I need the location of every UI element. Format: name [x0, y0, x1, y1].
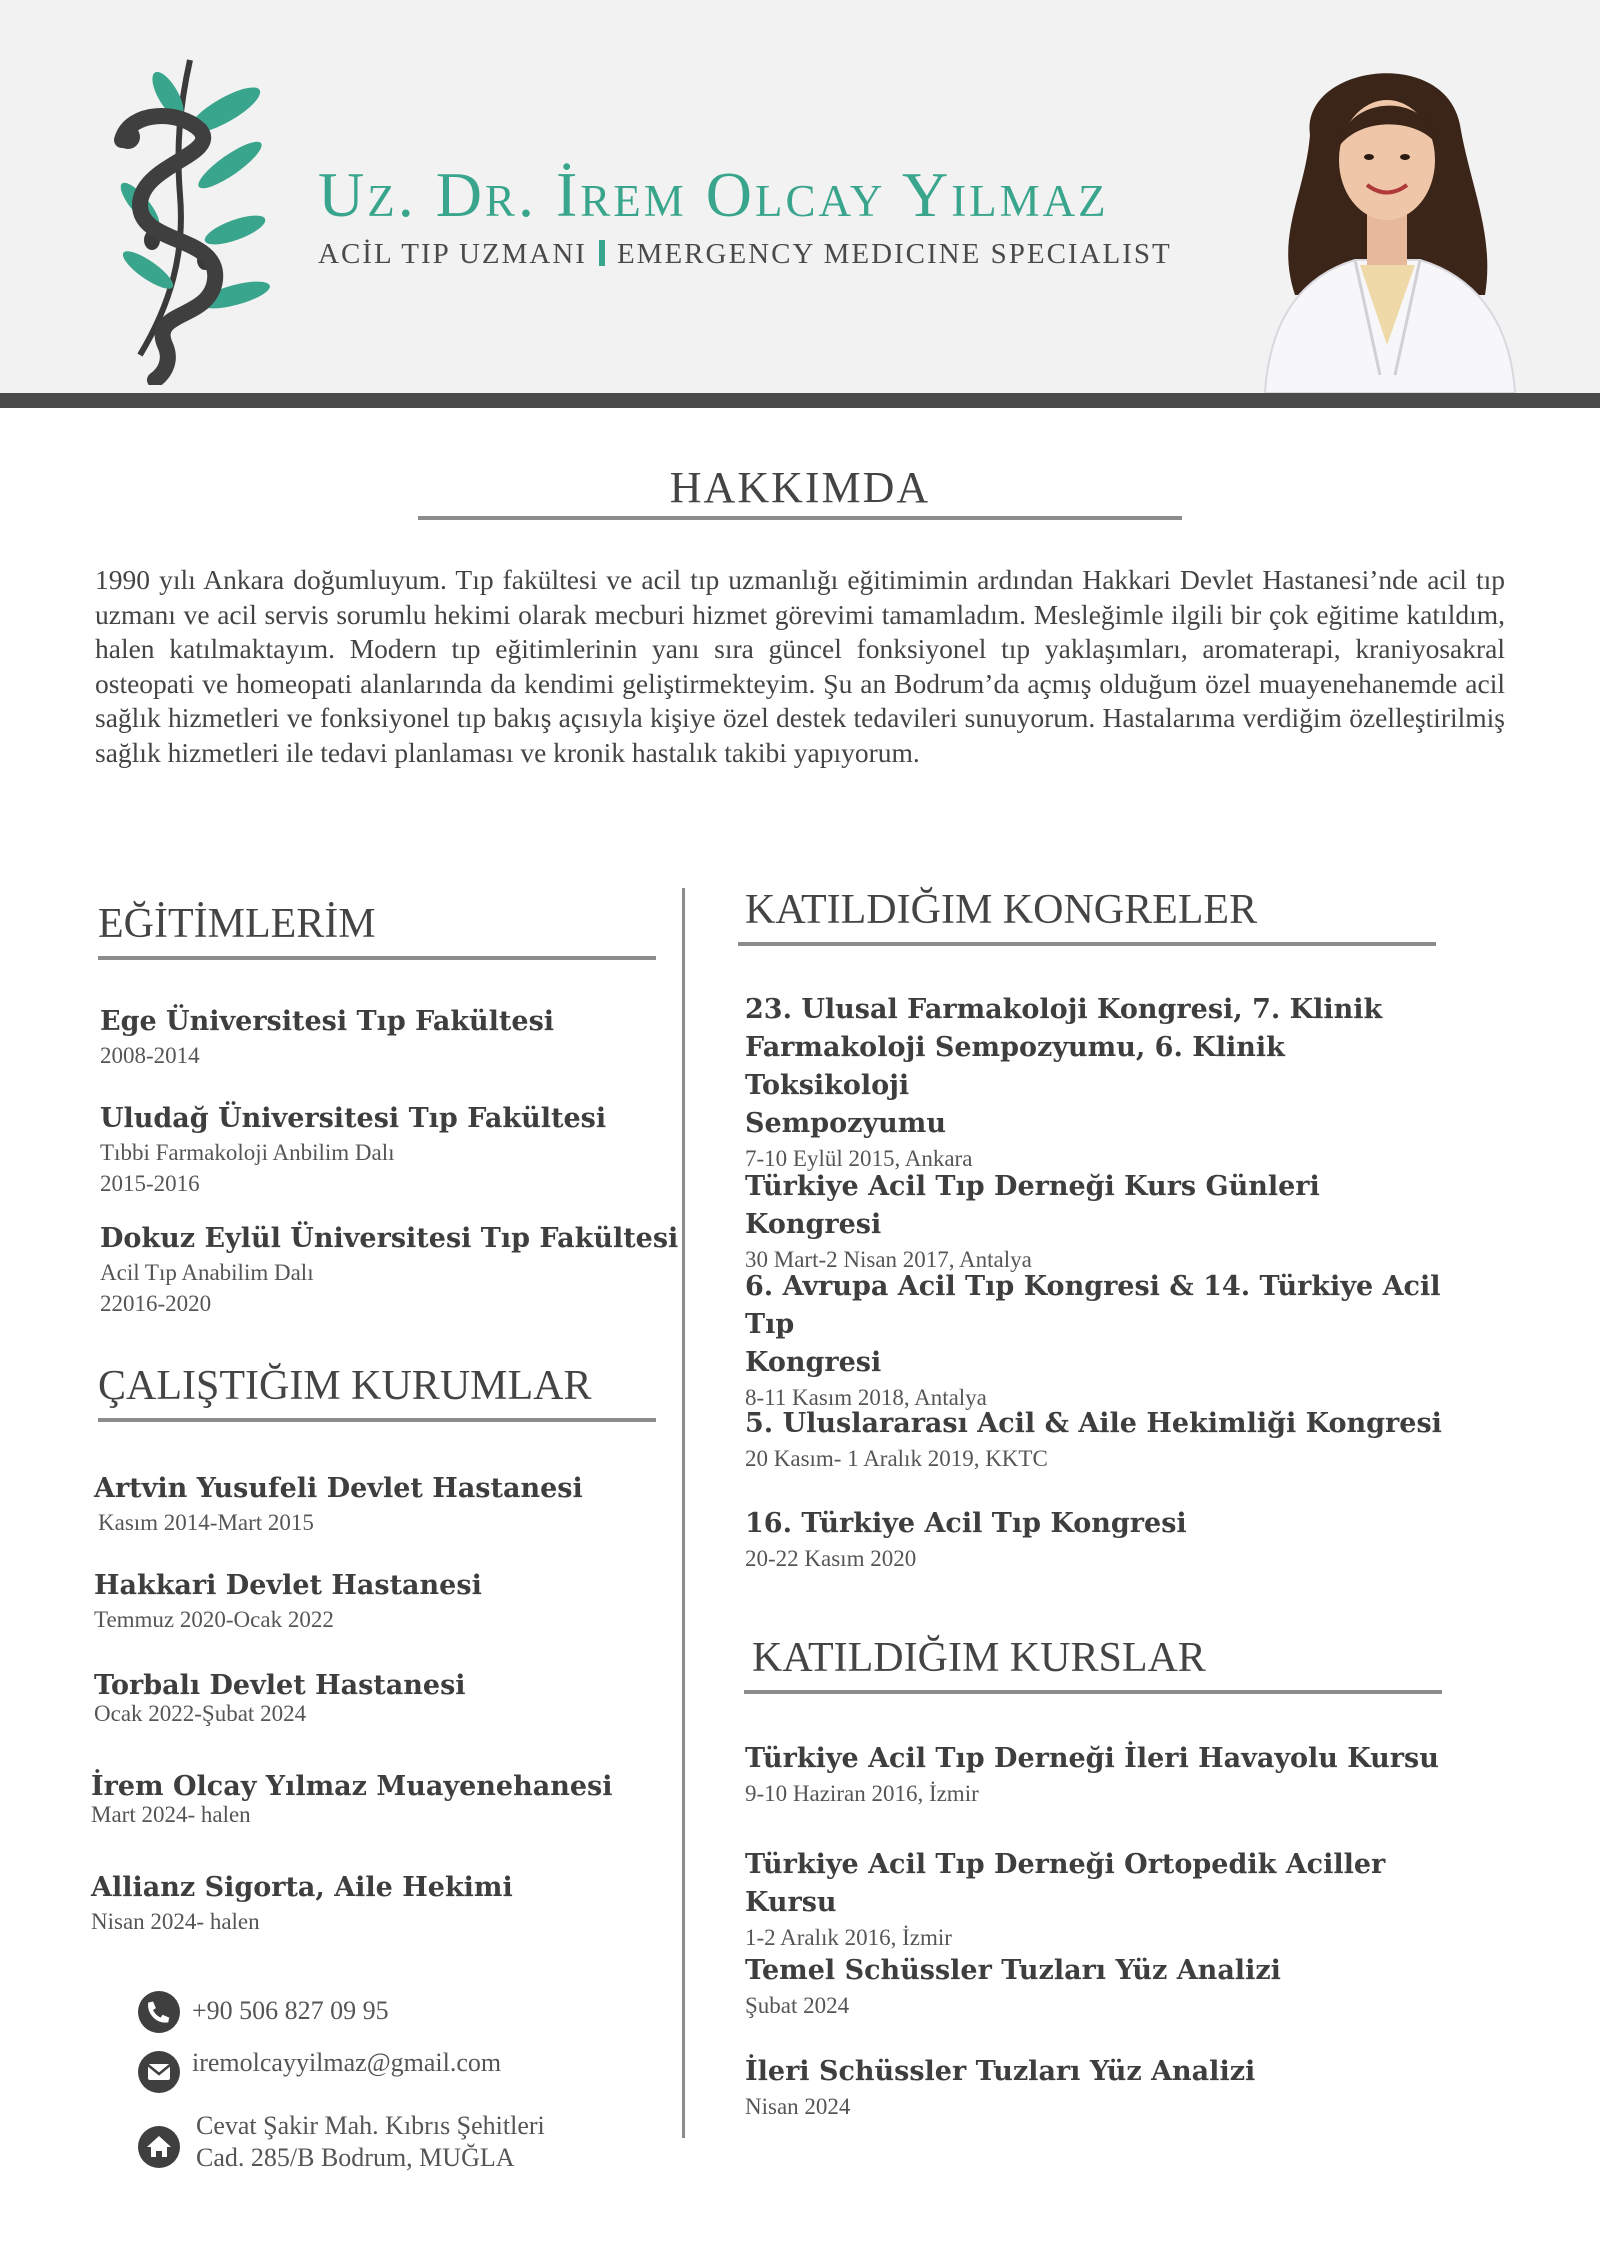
work-item-title: İrem Olcay Yılmaz Muayenehanesi: [91, 1771, 613, 1802]
course-item-title: Temel Schüssler Tuzları Yüz Analizi: [745, 1955, 1281, 1986]
phone-number: +90 506 827 09 95: [192, 1996, 389, 2025]
doctor-name: Uz. Dr. İrem Olcay Yılmaz: [318, 159, 1109, 230]
work-item-date: Temmuz 2020-Ocak 2022: [94, 1607, 334, 1632]
congress-item-title-line: 16. Türkiye Acil Tıp Kongresi: [745, 1508, 1187, 1539]
work-item-title: Artvin Yusufeli Devlet Hastanesi: [94, 1473, 583, 1504]
course-item: [745, 1846, 1445, 1953]
congress-item-title-line: 5. Uluslararası Acil & Aile Hekimliği Kongresi: [745, 1408, 1442, 1439]
header-divider: [0, 393, 1600, 408]
congresses-title: KATILDIĞIM KONGRELER: [745, 887, 1258, 933]
congress-item-title-line: Kongresi: [745, 1347, 882, 1378]
course-item-date: 1-2 Aralık 2016, İzmir: [745, 1925, 952, 1950]
course-item-title: Türkiye Acil Tıp Derneği İleri Havayolu Kursu: [745, 1743, 1439, 1774]
congress-item: [745, 1505, 1445, 1574]
congress-item-title-line: Farmakoloji Sempozyumu, 6. Klinik Toksikoloji: [745, 1032, 1285, 1101]
work-item: [94, 1567, 674, 1635]
course-item-date: Şubat 2024: [745, 1993, 850, 2018]
phone-icon: [138, 1991, 180, 2033]
home-icon: [138, 2126, 180, 2168]
column-divider: [682, 888, 685, 2138]
congress-item-title-line: Türkiye Acil Tıp Derneği Kurs Günleri Kongresi: [745, 1171, 1320, 1240]
course-item-title: İleri Schüssler Tuzları Yüz Analizi: [745, 2056, 1256, 2087]
education-item-date: 22016-2020: [100, 1291, 212, 1316]
education-item-dept: Tıbbi Farmakoloji Anbilim Dalı: [100, 1140, 395, 1165]
work-item: [91, 1869, 671, 1937]
education-item-dept: Acil Tıp Anabilim Dalı: [100, 1260, 314, 1285]
about-text: 1990 yılı Ankara doğumluyum. Tıp fakültesi ve acil tıp uzmanlığı eğitimimin ardından Hakkari Devlet Hastanesi’nde acil tıp uzmanı ve acil servis sorumlu hekimi olarak mecburi hizmet görevimi tamamladım. Mesleğimle ilgili bir çok eğitime katıldım, halen katılmaktayım. Modern tıp eğitimlerinin yanı sıra güncel fonksiyonel tıp yaklaşımları, aromaterapi, kraniyosakral osteopati ve homeopati alanlarında da kendimi geliştirmekteyim. Şu an Bodrum’da açmış olduğum özel muayenehanemde acil sağlık hizmetleri ve fonksiyonel tıp bakış açısıyla kişiye özel destek tedavileri sunuyorum. Hastalarıma verdiğim özelleştirilmiş sağlık hizmetleri ile tedavi planlaması ve kronik hastalık takibi yapıyorum.: [95, 564, 1505, 768]
education-item-date: 2008-2014: [100, 1043, 200, 1068]
about-title: HAKKIMDA: [669, 463, 931, 512]
work-title: ÇALIŞTIĞIM KURUMLAR: [98, 1363, 592, 1409]
congress-item-date: 8-11 Kasım 2018, Antalya: [745, 1385, 987, 1410]
profile-photo: [1255, 45, 1520, 393]
work-item-date: Ocak 2022-Şubat 2024: [94, 1701, 307, 1726]
education-item-title: Dokuz Eylül Üniversitesi Tıp Fakültesi: [100, 1223, 679, 1254]
education-title: EĞİTİMLERİM: [98, 901, 376, 947]
congress-item-date: 20-22 Kasım 2020: [745, 1546, 917, 1571]
congress-item-date: 7-10 Eylül 2015, Ankara: [745, 1146, 973, 1171]
work-item-title: Hakkari Devlet Hastanesi: [94, 1570, 482, 1601]
congress-item-date: 30 Mart-2 Nisan 2017, Antalya: [745, 1247, 1032, 1272]
education-item: [100, 1003, 680, 1071]
congress-item-title-line: 6. Avrupa Acil Tıp Kongresi & 14. Türkiye Acil Tıp: [745, 1271, 1441, 1340]
address: [196, 2110, 545, 2174]
work-item-date: Kasım 2014-Mart 2015: [98, 1510, 314, 1535]
work-item-title: Torbalı Devlet Hastanesi: [94, 1670, 466, 1701]
congress-item: [745, 1168, 1445, 1275]
courses-rule: [744, 1690, 1442, 1694]
congress-item-title-line: 23. Ulusal Farmakoloji Kongresi, 7. Klinik: [745, 994, 1383, 1025]
courses-title: KATILDIĞIM KURSLAR: [752, 1635, 1206, 1681]
course-item-date: 9-10 Haziran 2016, İzmir: [745, 1781, 979, 1806]
congress-item: [745, 991, 1445, 1174]
course-item-date: Nisan 2024: [745, 2094, 851, 2119]
work-item-date: Nisan 2024- halen: [91, 1909, 260, 1934]
email-address: iremolcayyilmaz@gmail.com: [192, 2048, 502, 2077]
work-item-title: Allianz Sigorta, Aile Hekimi: [91, 1872, 513, 1903]
course-item: [745, 2053, 1445, 2122]
work-item: [94, 1667, 674, 1729]
work-item: [94, 1470, 674, 1538]
address-line-1: Cevat Şakir Mah. Kıbrıs Şehitleri: [196, 2111, 545, 2140]
course-item-title: Türkiye Acil Tıp Derneği Ortopedik Aciller Kursu: [745, 1849, 1386, 1918]
specialty-tr: ACİL TIP UZMANI: [318, 238, 587, 270]
doctor-specialty: [318, 238, 1172, 271]
course-item: [745, 1740, 1445, 1809]
education-item: [100, 1100, 680, 1199]
education-item: [100, 1220, 680, 1319]
about-rule: [418, 516, 1182, 520]
caduceus-logo-icon: [110, 55, 290, 385]
congress-item-title-line: Sempozyumu: [745, 1108, 946, 1139]
education-rule: [98, 956, 656, 960]
congress-item: [745, 1268, 1445, 1413]
education-item-title: Uludağ Üniversitesi Tıp Fakültesi: [100, 1103, 607, 1134]
education-item-title: Ege Üniversitesi Tıp Fakültesi: [100, 1006, 555, 1037]
course-item: [745, 1952, 1445, 2021]
work-rule: [98, 1418, 656, 1422]
work-item-date: Mart 2024- halen: [91, 1802, 251, 1827]
congresses-rule: [738, 942, 1436, 946]
mail-icon: [138, 2051, 180, 2093]
education-item-date: 2015-2016: [100, 1171, 200, 1196]
address-line-2: Cad. 285/B Bodrum, MUĞLA: [196, 2143, 515, 2172]
congress-item: [745, 1405, 1445, 1474]
specialty-en: EMERGENCY MEDICINE SPECIALIST: [616, 238, 1172, 270]
specialty-separator: [599, 240, 605, 266]
congress-item-date: 20 Kasım- 1 Aralık 2019, KKTC: [745, 1446, 1048, 1471]
work-item: [91, 1768, 671, 1830]
